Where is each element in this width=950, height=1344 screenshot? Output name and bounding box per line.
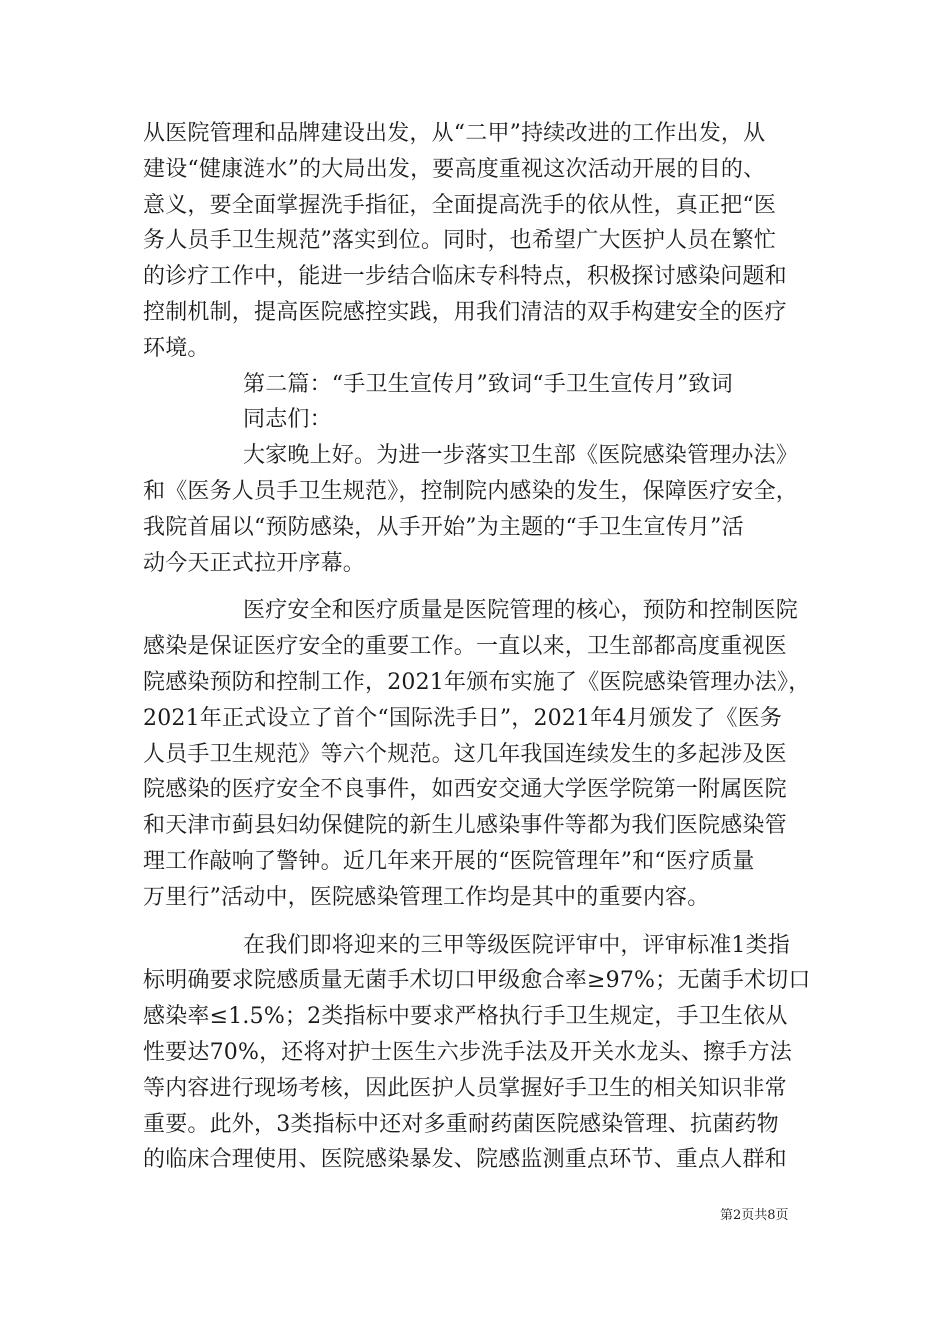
text-line: 人员手卫生规范》等六个规范。这几年我国连续发生的多起涉及医: [143, 741, 787, 767]
text-line: 我院首届以“预防感染，从手开始”为主题的“手卫生宣传月”活: [143, 514, 744, 540]
body-text: [143, 116, 813, 1178]
text-line: 等内容进行现场考核，因此医护人员掌握好手卫生的相关知识非常: [143, 1075, 787, 1101]
paragraph-start: 大家晚上好。为进一步落实卫生部《医院感染管理办法》: [243, 443, 799, 469]
text-line: 的临床合理使用、医院感染暴发、院感监测重点环节、重点人群和: [143, 1147, 787, 1173]
text-line: 重要。此外，3类指标中还对多重耐药菌医院感染管理、抗菌药物: [143, 1111, 779, 1137]
text-line: 院感染的医疗安全不良事件，如西安交通大学医学院第一附属医院: [143, 777, 787, 803]
paragraph-start: 在我们即将迎来的三甲等级医院评审中，评审标准1类指: [243, 932, 790, 958]
text-line: 感染是保证医疗安全的重要工作。一直以来，卫生部都高度重视医: [143, 634, 787, 660]
paragraph-start: 医疗安全和医疗质量是医院管理的核心，预防和控制医院: [243, 598, 799, 624]
text-line: 建设“健康涟水”的大局出发，要高度重视这次活动开展的目的、: [143, 156, 766, 182]
text-line: 控制机制，提高医院感控实践，用我们清洁的双手构建安全的医疗: [143, 299, 787, 325]
text-line: 标明确要求院感质量无菌手术切口甲级愈合率≥97%；无菌手术切口: [143, 968, 811, 994]
text-line: 环境。: [143, 335, 210, 361]
text-line: 性要达70%，还将对护士医生六步洗手法及开关水龙头、擦手方法: [143, 1039, 792, 1065]
salutation: 同志们：: [243, 407, 332, 433]
text-line: 务人员手卫生规范”落实到位。同时，也希望广大医护人员在繁忙: [143, 228, 777, 254]
text-line: 2021年正式设立了首个“国际洗手日”，2021年4月颁发了《医务: [143, 705, 783, 731]
text-line: 意义，要全面掌握洗手指征，全面提高洗手的依从性，真正把“医: [143, 192, 777, 218]
text-line: 万里行”活动中，医院感染管理工作均是其中的重要内容。: [143, 884, 710, 910]
text-line: 动今天正式拉开序幕。: [143, 550, 366, 576]
text-line: 理工作敲响了警钟。近几年来开展的“医院管理年”和“医疗质量: [143, 848, 755, 874]
text-line: 和《医务人员手卫生规范》，控制院内感染的发生，保障医疗安全，: [143, 478, 799, 504]
text-line: 和天津市蓟县妇幼保健院的新生儿感染事件等都为我们医院感染管: [143, 813, 787, 839]
page-number: 第2页共8页: [720, 1208, 789, 1223]
text-line: 院感染预防和控制工作，2021年颁布实施了《医院感染管理办法》，: [143, 669, 811, 695]
text-line: 感染率≤1.5%；2类指标中要求严格执行手卫生规定，手卫生依从: [143, 1004, 788, 1030]
text-line: 从医院管理和品牌建设出发，从“二甲”持续改进的工作出发，从: [143, 121, 766, 146]
section-heading: 第二篇：“手卫生宣传月”致词“手卫生宣传月”致词: [243, 371, 733, 397]
text-line: 的诊疗工作中，能进一步结合临床专科特点，积极探讨感染问题和: [143, 264, 787, 290]
